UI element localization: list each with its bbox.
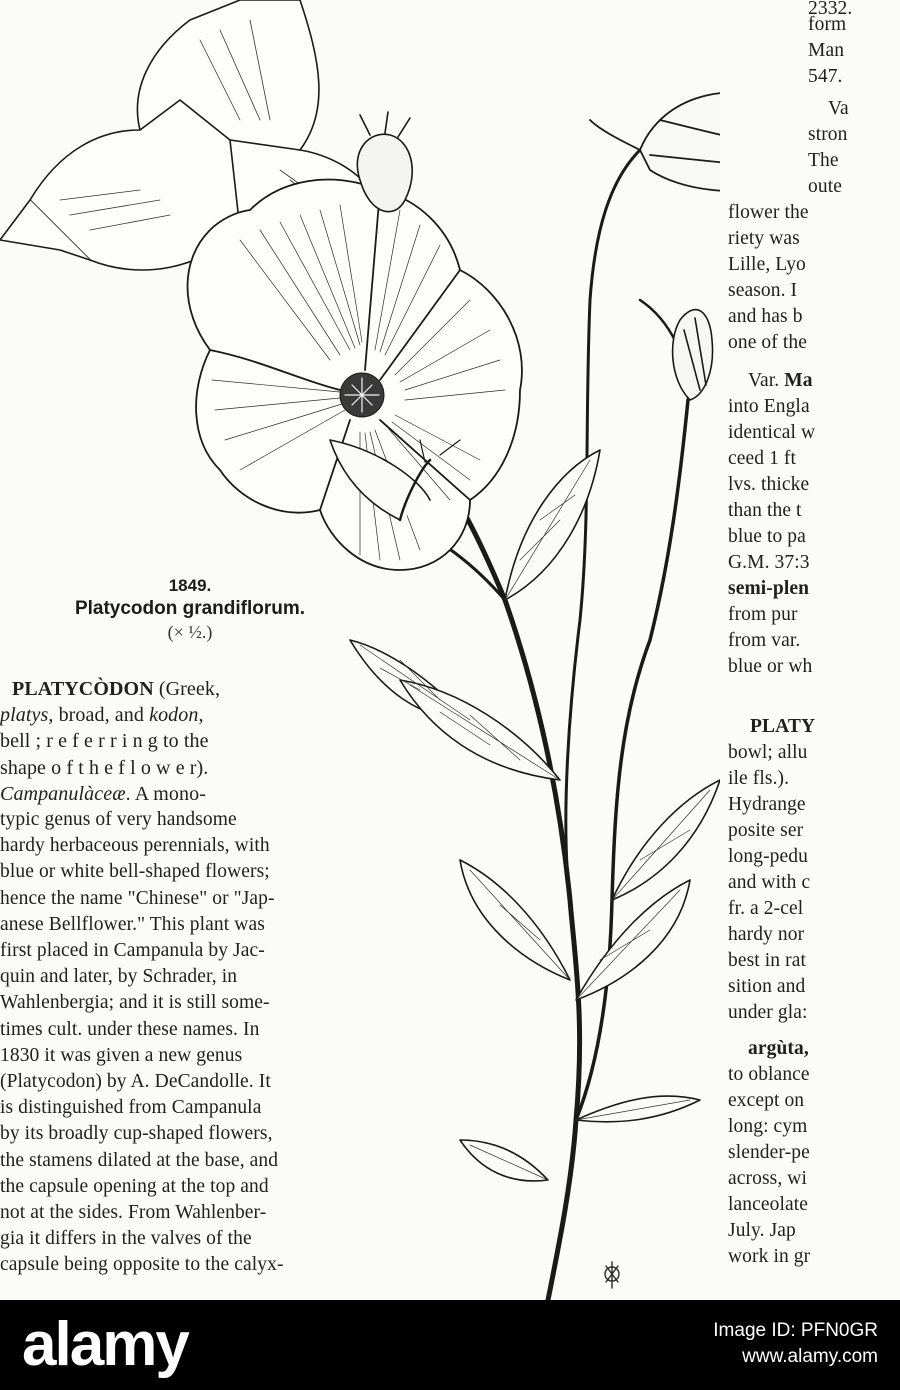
text-run: oute: [808, 176, 842, 197]
text-run: semi-plen: [728, 578, 810, 599]
text-run: typic genus of very handsome: [0, 809, 237, 830]
stock-id-block: [713, 1318, 878, 1370]
text-run: blue or white bell-shaped flowers;: [0, 861, 270, 883]
right-text-line: [728, 844, 808, 870]
text-run: The: [808, 150, 839, 171]
right-text-line: [728, 576, 809, 602]
text-run: and has b: [728, 306, 803, 327]
right-text-line: [748, 368, 813, 394]
right-text-line: [728, 654, 812, 680]
text-run: the capsule opening at the top and: [0, 1175, 269, 1197]
text-run: blue to pa: [728, 526, 806, 547]
text-run: identical w: [728, 422, 816, 443]
text-run: shape o f t h e f l o w e r).: [0, 756, 209, 779]
text-run: quin and later, by Schrader, in: [0, 966, 238, 988]
text-run: slender-pe: [728, 1142, 810, 1163]
right-text-line: [728, 1140, 810, 1166]
text-run: times cult. under these names. In: [0, 1018, 260, 1040]
text-run: (Greek,: [153, 678, 221, 700]
right-text-line: [728, 330, 807, 356]
right-text-line: [828, 96, 849, 122]
left-text-line: [0, 1148, 278, 1174]
text-run: July. Jap: [728, 1220, 796, 1241]
right-text-line: [728, 550, 810, 576]
right-text-line: [728, 200, 809, 226]
text-run: the stamens dilated at the base, and: [0, 1149, 279, 1171]
text-run: season. I: [728, 280, 798, 301]
left-text-line: [0, 1069, 271, 1095]
text-run: Campanulàceæ: [0, 782, 126, 805]
right-text-line: [748, 1036, 809, 1062]
right-text-line: [808, 38, 844, 64]
left-text-line: [0, 859, 270, 885]
text-run: Wahlenbergia; and it is still some-: [0, 992, 270, 1014]
text-run: G.M. 37:3: [728, 552, 810, 573]
text-run: into Engla: [728, 396, 810, 417]
left-text-line: [0, 1226, 252, 1252]
right-text-line: [728, 766, 789, 792]
right-text-line: [728, 1088, 804, 1114]
right-text-line: [728, 896, 803, 922]
left-text-line: [0, 728, 209, 754]
right-text-line: [808, 174, 842, 200]
text-run: hence the name "Chinese" or "Jap-: [0, 887, 275, 909]
left-text-line: [0, 1043, 242, 1069]
right-text-line: [728, 922, 804, 948]
text-run: form: [808, 14, 847, 35]
page-edge-fade: [852, 0, 900, 1300]
text-run: than the t: [728, 500, 802, 521]
text-run: from pur: [728, 604, 798, 625]
text-run: flower the: [728, 202, 809, 223]
left-text-line: [0, 886, 275, 912]
right-text-line: [728, 252, 806, 278]
right-text-line: [728, 792, 806, 818]
text-run: except on: [728, 1090, 805, 1111]
left-text-line: [0, 702, 204, 728]
right-text-line: [728, 278, 797, 304]
right-text-line: [728, 472, 809, 498]
right-text-line: [728, 1166, 807, 1192]
left-text-line: [0, 964, 237, 990]
text-run: anese Bellflower." This plant was: [0, 913, 265, 935]
left-text-line: [0, 938, 265, 964]
right-text-line: [808, 64, 843, 90]
text-run: ile fls.).: [728, 768, 790, 789]
text-run: ceed 1 ft: [728, 448, 797, 469]
right-text-line: [728, 948, 806, 974]
text-run: PLATYCÒDON: [12, 678, 154, 700]
text-run: work in gr: [728, 1246, 811, 1267]
text-run: riety was: [728, 228, 800, 249]
text-run: ,: [198, 704, 204, 727]
text-run: Va: [828, 98, 849, 119]
text-run: argùta,: [748, 1038, 809, 1059]
left-text-line: [0, 1095, 261, 1121]
right-text-line: [728, 870, 810, 896]
right-text-line: [728, 818, 803, 844]
image-id-label: Image ID: PFN0GR: [713, 1320, 878, 1341]
text-run: 2332.: [808, 0, 853, 19]
text-run: bell ; r e f e r r i n g to the: [0, 730, 209, 753]
text-run: bowl; allu: [728, 742, 808, 763]
watermark-bar: [0, 1300, 900, 1390]
text-run: is distinguished from Campanula: [0, 1097, 262, 1119]
text-run: blue or wh: [728, 656, 813, 677]
right-text-line: [728, 304, 803, 330]
text-run: platys: [0, 704, 49, 727]
right-text-line: [728, 1218, 796, 1244]
text-run: posite ser: [728, 820, 804, 841]
text-run: lanceolate: [728, 1194, 809, 1215]
left-text-line: [0, 807, 237, 833]
text-run: fr. a 2-cel: [728, 898, 804, 919]
right-text-line: [728, 1192, 808, 1218]
text-run: and with c: [728, 872, 811, 893]
text-run: long: cym: [728, 1116, 808, 1137]
right-text-line: [728, 420, 815, 446]
text-run: best in rat: [728, 950, 806, 971]
figure-scale: (× ½.): [167, 622, 213, 642]
text-run: sition and: [728, 976, 806, 997]
right-text-line: [728, 602, 798, 628]
text-run: Lille, Lyo: [728, 254, 806, 275]
right-text-line: [728, 740, 808, 766]
figure-number: 1849.: [168, 576, 212, 595]
right-text-line: [808, 148, 839, 174]
text-run: capsule being opposite to the calyx-: [0, 1254, 284, 1276]
text-run: Var.: [748, 370, 785, 391]
text-run: long-pedu: [728, 846, 808, 867]
right-text-line: [728, 446, 796, 472]
right-text-line: [728, 1244, 810, 1270]
text-run: first placed in Campanula by Jac-: [0, 940, 265, 961]
text-run: Hydrange: [728, 794, 806, 815]
text-run: 1830 it was given a new genus: [0, 1044, 243, 1066]
text-run: Man: [808, 40, 845, 61]
text-run: one of the: [728, 332, 807, 353]
text-run: kodon: [149, 704, 199, 727]
right-text-line: [728, 1114, 807, 1140]
text-run: PLATY: [750, 716, 816, 737]
text-run: to oblance: [728, 1064, 810, 1085]
left-text-line: [0, 781, 206, 807]
right-text-line: [728, 1000, 808, 1026]
right-text-line: [728, 974, 805, 1000]
text-run: by its broadly cup-shaped flowers,: [0, 1123, 273, 1145]
left-text-line: [12, 676, 220, 702]
right-text-line: [750, 714, 815, 740]
text-run: . A mono-: [125, 782, 206, 805]
text-run: not at the sides. From Wahlenber-: [0, 1202, 267, 1223]
text-run: 547.: [808, 66, 843, 87]
text-run: across, wi: [728, 1168, 807, 1189]
right-text-line: [808, 12, 846, 38]
left-text-line: [0, 990, 270, 1016]
text-run: gia it differs in the valves of the: [0, 1228, 252, 1250]
brand-logo: alamy: [22, 1310, 188, 1379]
text-run: hardy herbaceous perennials, with: [0, 835, 270, 857]
left-text-line: [0, 755, 208, 781]
left-text-line: [0, 1174, 269, 1200]
left-text-line: [0, 1121, 273, 1147]
right-text-line: [808, 122, 848, 148]
text-run: from var.: [728, 630, 801, 651]
text-run: stron: [808, 124, 848, 145]
text-run: hardy nor: [728, 924, 805, 945]
right-text-line: [728, 226, 800, 252]
engraver-monogram-icon: [605, 1262, 619, 1288]
site-url: www.alamy.com: [742, 1346, 878, 1367]
right-text-line: [728, 394, 810, 420]
left-text-line: [0, 912, 265, 938]
left-text-line: [0, 1200, 266, 1226]
text-run: , broad, and: [48, 704, 150, 727]
right-text-line: [728, 524, 806, 550]
text-run: under gla:: [728, 1002, 808, 1023]
right-text-line: [728, 1062, 810, 1088]
text-run: (Platycodon) by A. DeCandolle. It: [0, 1071, 271, 1092]
text-run: lvs. thicke: [728, 474, 810, 495]
left-text-line: [0, 1252, 284, 1278]
figure-caption: Platycodon grandiflorum.: [74, 598, 306, 619]
text-run: Ma: [784, 370, 813, 391]
left-text-line: [0, 1017, 259, 1043]
right-text-line: [728, 628, 800, 654]
left-text-line: [0, 833, 270, 859]
right-text-line: [728, 498, 802, 524]
